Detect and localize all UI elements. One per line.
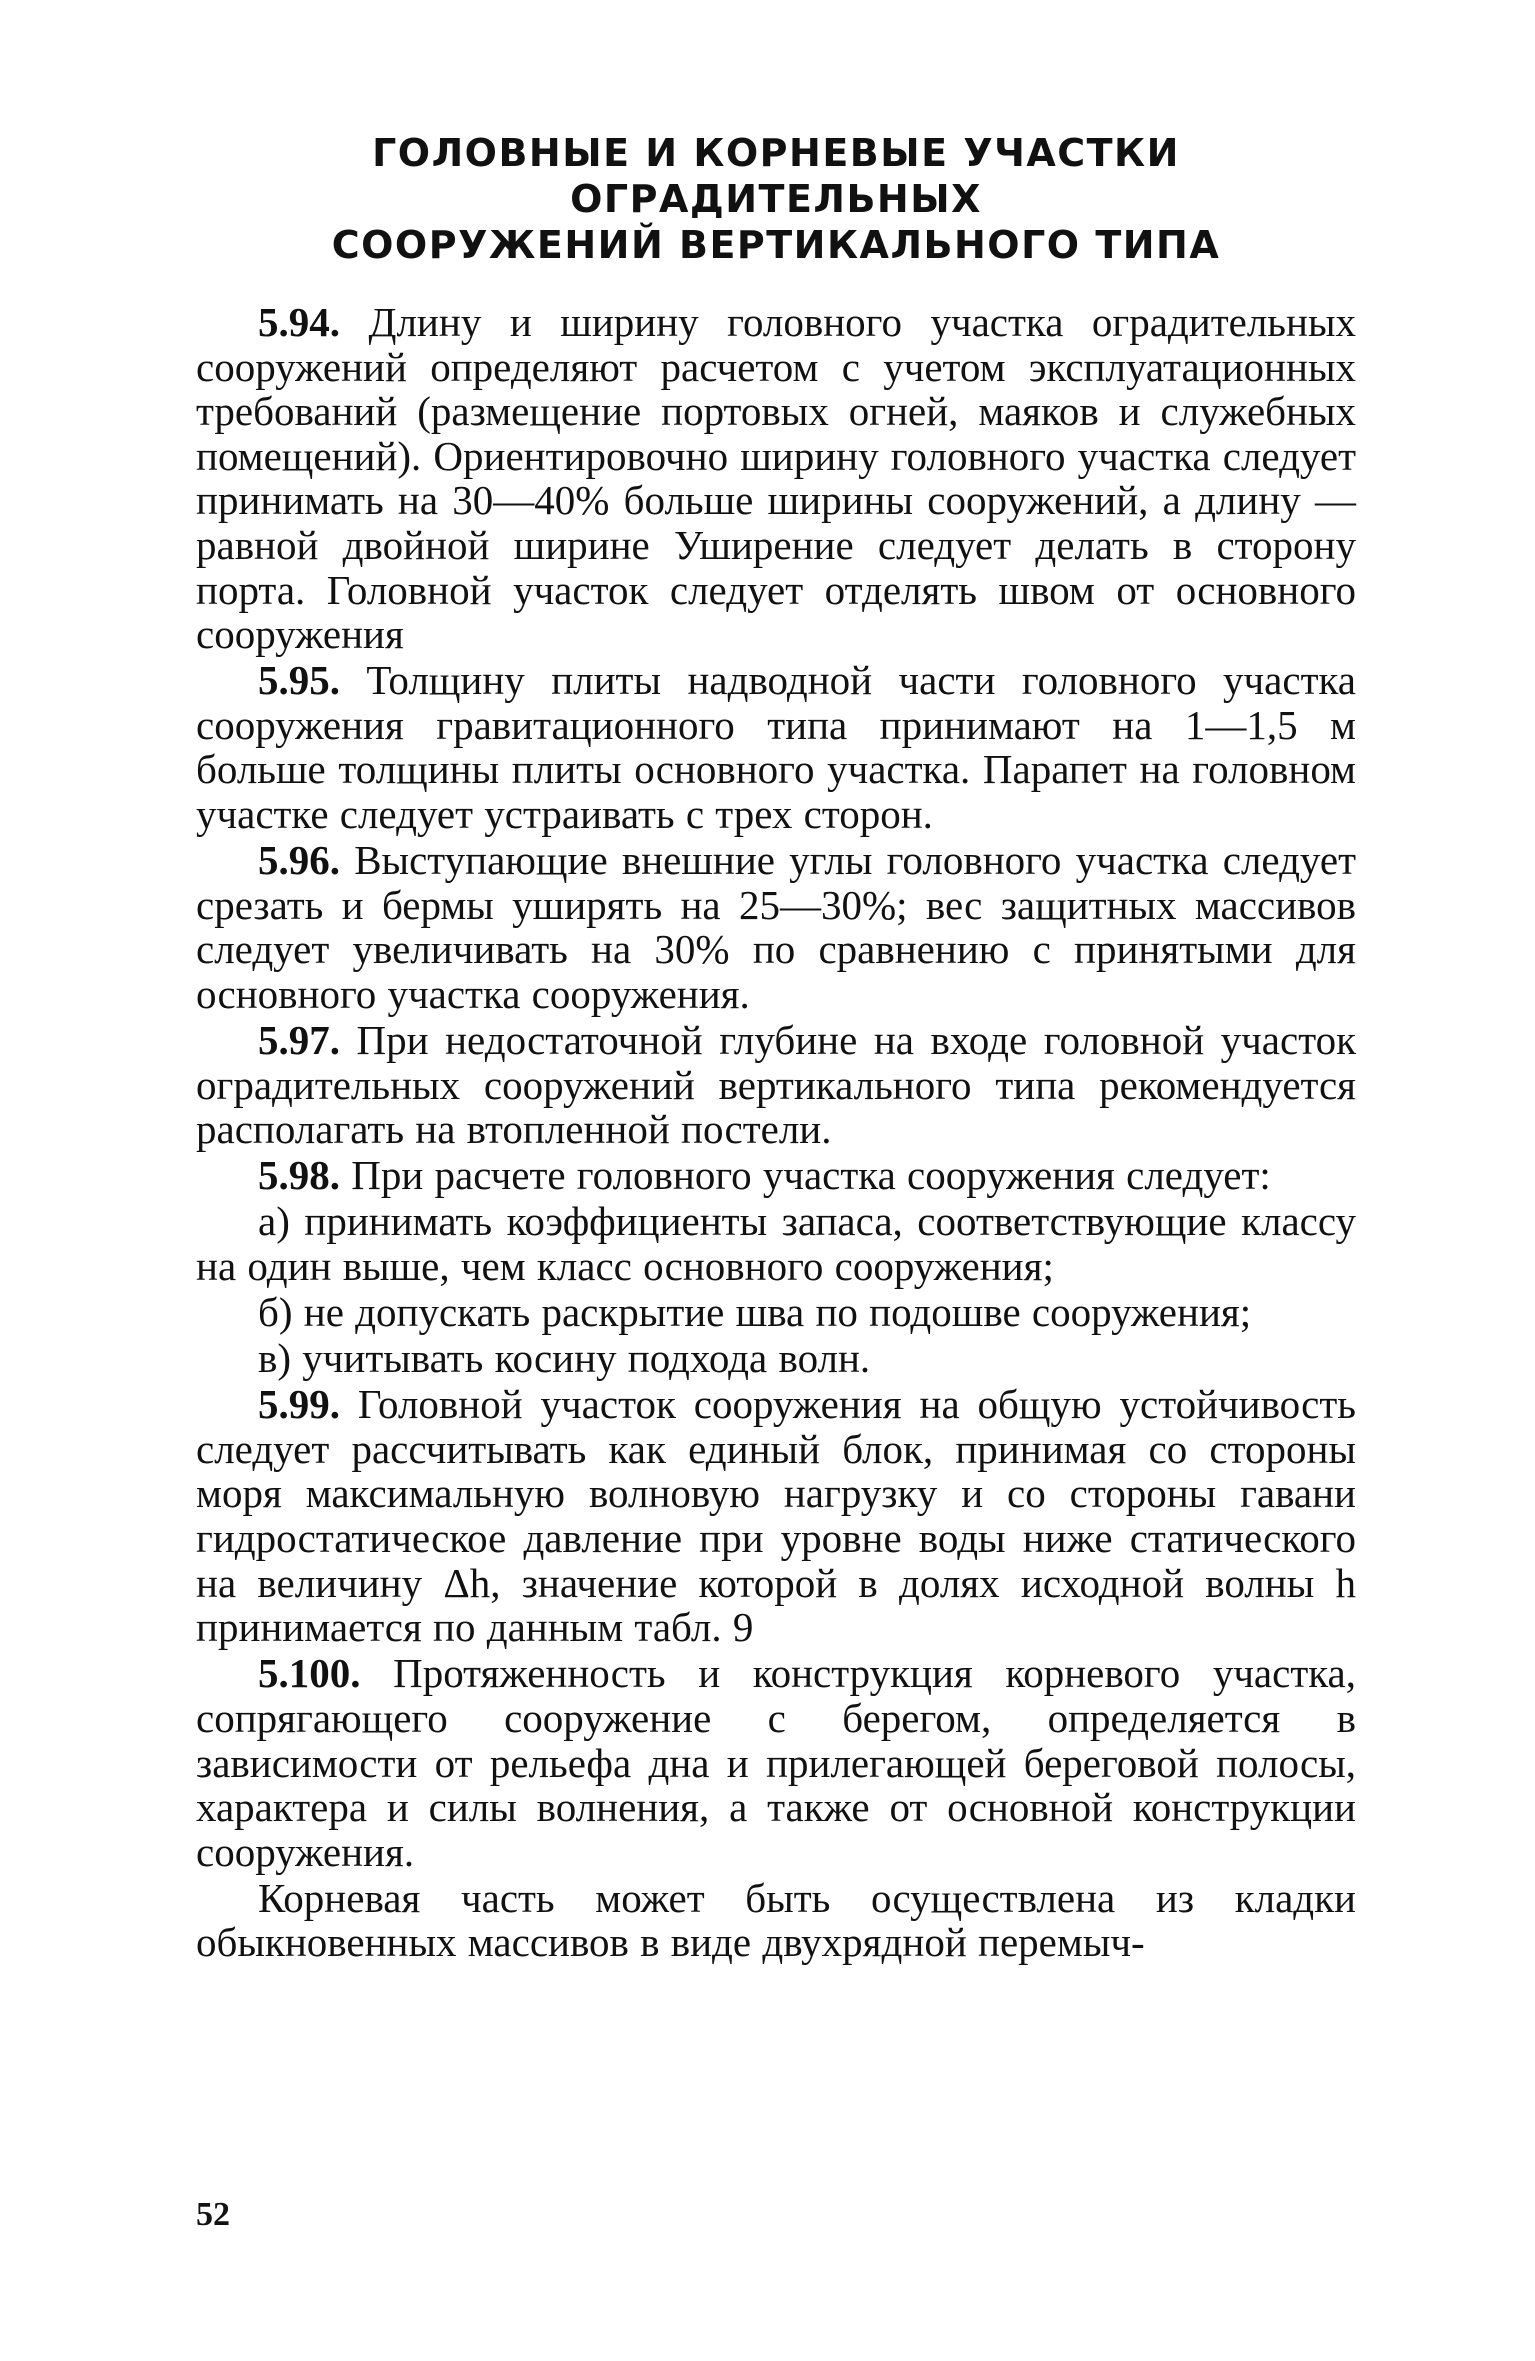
section-heading: [196, 130, 1356, 268]
heading-line-1: ГОЛОВНЫЕ И КОРНЕВЫЕ УЧАСТКИ ОГРАДИТЕЛЬНЫХ: [372, 131, 1180, 221]
paragraph-text: Головной участок сооружения на общую устойчивость следует рассчитывать как единый блок, принимая со стороны моря максимальную волновую нагрузку и со стороны гавани гидростатическое давление при уровне воды ниже статического на величину Δh, значение которой в долях исходной волны h принимается по данным табл. 9: [196, 1381, 1356, 1651]
list-item-text: в) учитывать косину подхода волн.: [258, 1335, 871, 1382]
paragraph-5-96: [196, 838, 1356, 1016]
paragraph-5-97: [196, 1018, 1356, 1152]
paragraph-5-100: [196, 1651, 1356, 1874]
paragraph-5-99: [196, 1382, 1356, 1650]
paragraph-5-94: [196, 300, 1356, 657]
paragraph-text: Толщину плиты надводной части головного участка сооружения гравитационного типа принимают на 1—1,5 м больше толщины плиты основного участка. Парапет на головном участке следует устраивать с трех сторон.: [196, 657, 1356, 838]
clause-number: 5.99.: [258, 1381, 340, 1428]
heading-line-2: СООРУЖЕНИЙ ВЕРТИКАЛЬНОГО ТИПА: [331, 223, 1221, 267]
paragraph-text: При недостаточной глубине на входе головной участок оградительных сооружений вертикального типа рекомендуется располагать на втопленной постели.: [196, 1017, 1356, 1153]
list-item-text: а) принимать коэффициенты запаса, соответствующие классу на один выше, чем класс основного сооружения;: [196, 1198, 1356, 1289]
clause-number: 5.98.: [258, 1152, 340, 1199]
paragraph-text: Корневая часть может быть осуществлена из кладки обыкновенных массивов в виде двухрядной перемыч-: [196, 1874, 1356, 1966]
paragraph-text: Протяженность и конструкция корневого участка, сопрягающего сооружение с берегом, определяется в зависимости от рельефа дна и прилегающей береговой полосы, характера и силы волнения, а также от основной конструкции сооружения.: [196, 1650, 1356, 1875]
page-number: 52: [196, 2196, 230, 2233]
list-item-c: [196, 1336, 1356, 1381]
paragraph-5-98: [196, 1153, 1356, 1198]
clause-number: 5.100.: [258, 1650, 361, 1697]
clause-number: 5.97.: [258, 1017, 340, 1063]
list-item-b: [196, 1290, 1356, 1335]
paragraph-5-95: [196, 658, 1356, 836]
list-item-a: [196, 1199, 1356, 1288]
list-item-text: б) не допускать раскрытие шва по подошве сооружения;: [258, 1289, 1252, 1336]
paragraph-text: Выступающие внешние углы головного участка следует срезать и бермы уширять на 25—30%; вес защитных массивов следует увеличивать на 30% по сравнению с принятыми для основного участка сооружения.: [196, 837, 1356, 1017]
paragraph-text: При расчете головного участка сооружения следует:: [340, 1152, 1271, 1199]
paragraph-root-part: [196, 1876, 1356, 1965]
clause-number: 5.96.: [258, 837, 340, 884]
paragraph-text: Длину и ширину головного участка оградительных сооружений определяют расчетом с учетом эксплуатационных требований (размещение портовых огней, маяков и служебных помещений). Ориентировочно ширину головного участка следует принимать на 30—40% больше ширины сооружений, а длину — равной двойной ширине Уширение следует делать в сторону порта. Головной участок следует отделять швом от основного сооружения: [196, 299, 1356, 658]
page-body: [196, 130, 1356, 1966]
clause-number: 5.94.: [258, 299, 340, 345]
clause-number: 5.95.: [258, 657, 340, 704]
